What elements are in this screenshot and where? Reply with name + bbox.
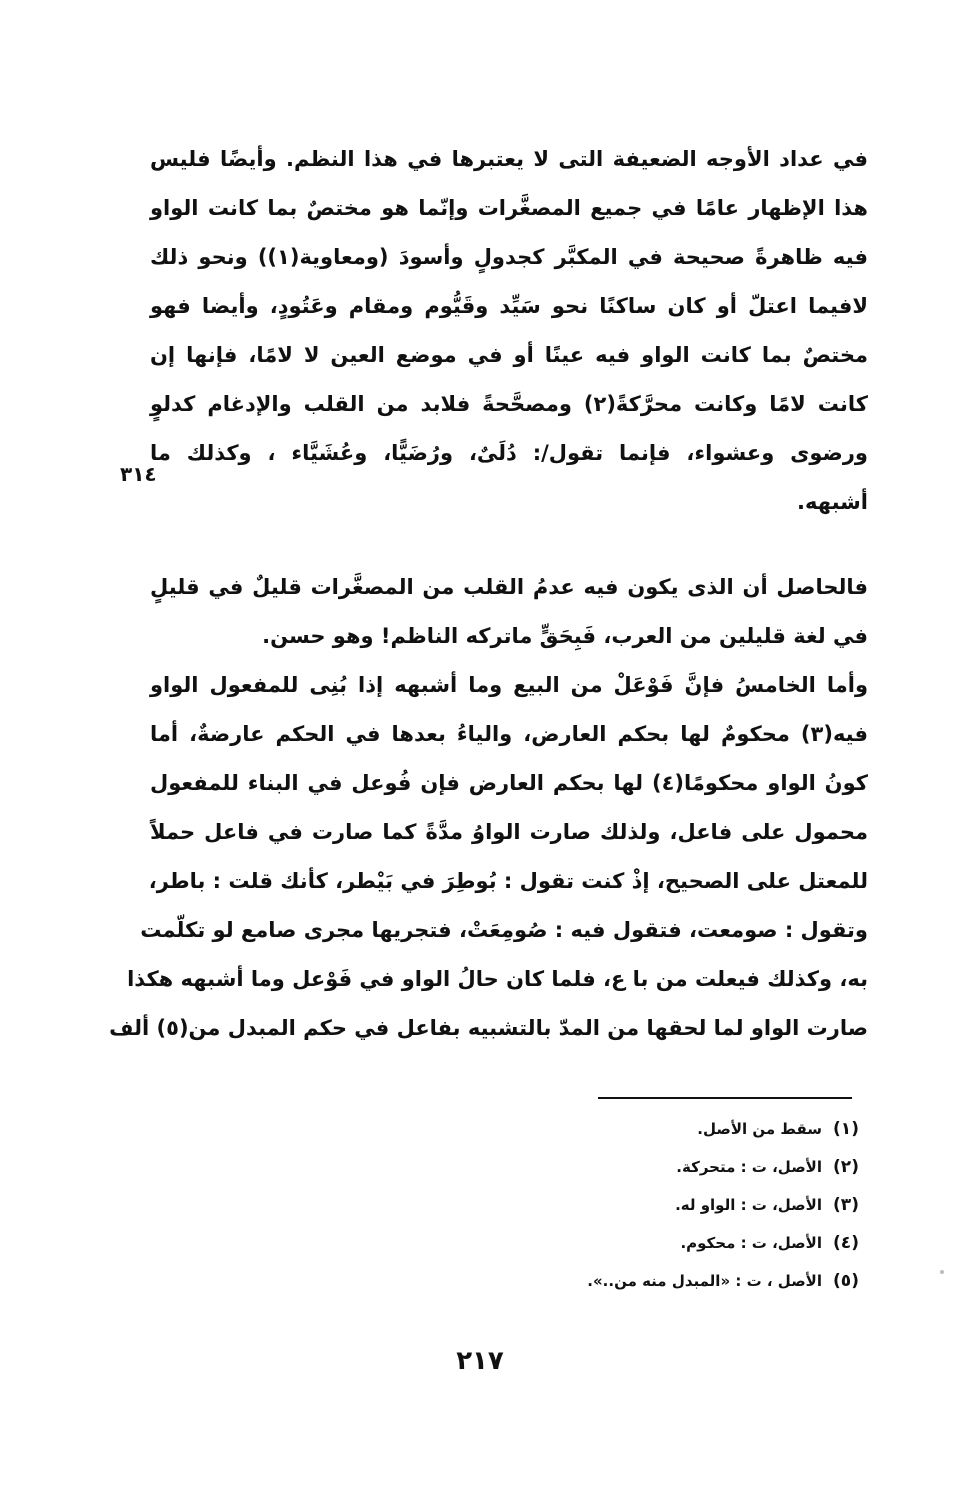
text-line: للمعتل على الصحيح، إذْ كنت تقول : بُوطِرَ في بَيْطر، كأنك قلت : باطر، <box>148 869 868 893</box>
footnote <box>480 1262 870 1300</box>
paragraph-2 <box>150 563 868 661</box>
text-line: كانت لامًا وكانت محرَّكةً(٢) ومصحَّحةً فلابد من القلب والإدغام كدلوٍ <box>150 392 869 416</box>
text-line: هذا الإظهار عامًا في جميع المصغَّرات وإنّما هو مختصٌ بما كانت الواو <box>150 196 868 220</box>
text-line: به، وكذلك فيعلت من با ع، فلما كان حالُ الواو في فَوْعل وما أشبهه هكذا <box>127 967 868 991</box>
text-line: ورضوى وعشواء، فإنما تقول/: دُلَىٌ، ورُضَيًّا، وعُشَيَّاء ، وكذلك ما <box>150 441 868 465</box>
footnote-number: (١) <box>833 1119 859 1139</box>
text-line: في عداد الأوجه الضعيفة التى لا يعتبرها في هذا النظم. وأيضًا فليس <box>150 147 868 171</box>
text-line: في لغة قليلين من العرب، فَبِحَقٍّ ماتركه الناظم! وهو حسن. <box>262 624 868 648</box>
text-line: كونُ الواو محكومًا(٤) لها بحكم العارض فإن فُوعل في البناء للمفعول <box>150 771 868 795</box>
text-line: فيه ظاهرةً صحيحة في المكبَّر كجدولٍ وأسودَ (ومعاوية(١)) ونحو ذلك <box>150 245 868 269</box>
footnote <box>480 1110 870 1148</box>
text-line: محمول على فاعل، ولذلك صارت الواوُ مدَّةً كما صارت في فاعل حملاً <box>150 820 868 844</box>
footnote-text: سقط من الأصل. <box>697 1120 822 1138</box>
text-line: أشبهه. <box>797 490 868 514</box>
footnote-number: (٥) <box>833 1271 859 1291</box>
footnote <box>480 1224 870 1262</box>
page-number: ٢١٧ <box>456 1346 504 1376</box>
scan-speck <box>940 1270 944 1274</box>
footnotes <box>480 1110 870 1300</box>
text-line: فيه(٣) محكومٌ لها بحكم العارض، والياءُ بعدها في الحكم عارضةٌ، أما <box>150 722 868 746</box>
text-line: وتقول : صومعت، فتقول فيه : صُومِعَتْ، فتجريها مجرى صامع لو تكلّمت <box>140 918 868 942</box>
footnote-number: (٢) <box>833 1157 859 1177</box>
footnote <box>480 1148 870 1186</box>
footnote-number: (٤) <box>833 1233 859 1253</box>
footnote-text: الأصل، ت : متحركة. <box>676 1158 822 1176</box>
paragraph-3 <box>109 661 868 1053</box>
footnote <box>480 1186 870 1224</box>
footnote-text: الأصل، ت : الواو له. <box>675 1196 822 1214</box>
footnote-text: الأصل ، ت : «المبدل منه من..». <box>587 1272 822 1290</box>
text-line: مختصٌ بما كانت الواو فيه عينًا أو في موضع العين لا لامًا، فإنها إن <box>150 343 868 367</box>
text-line: فالحاصل أن الذى يكون فيه عدمُ القلب من المصغَّرات قليلٌ في قليلٍ <box>150 575 868 599</box>
text-line: وأما الخامسُ فإنَّ فَوْعَلْ من البيع وما أشبهه إذا بُنِى للمفعول الواو <box>150 673 868 697</box>
footnote-text: الأصل، ت : محكوم. <box>680 1234 822 1252</box>
paragraph-1 <box>150 135 868 527</box>
text-line: صارت الواو لما لحقها من المدّ بالتشبيه بفاعل في حكم المبدل من(٥) ألف <box>109 1016 868 1040</box>
footnote-number: (٣) <box>833 1195 859 1215</box>
margin-page-reference: ٣١٤ <box>120 462 157 486</box>
text-line: لافيما اعتلّ أو كان ساكنًا نحو سَيِّد وقَيُّوم ومقام وعَتُودٍ، وأيضا فهو <box>150 294 868 318</box>
footnote-divider <box>598 1097 852 1099</box>
